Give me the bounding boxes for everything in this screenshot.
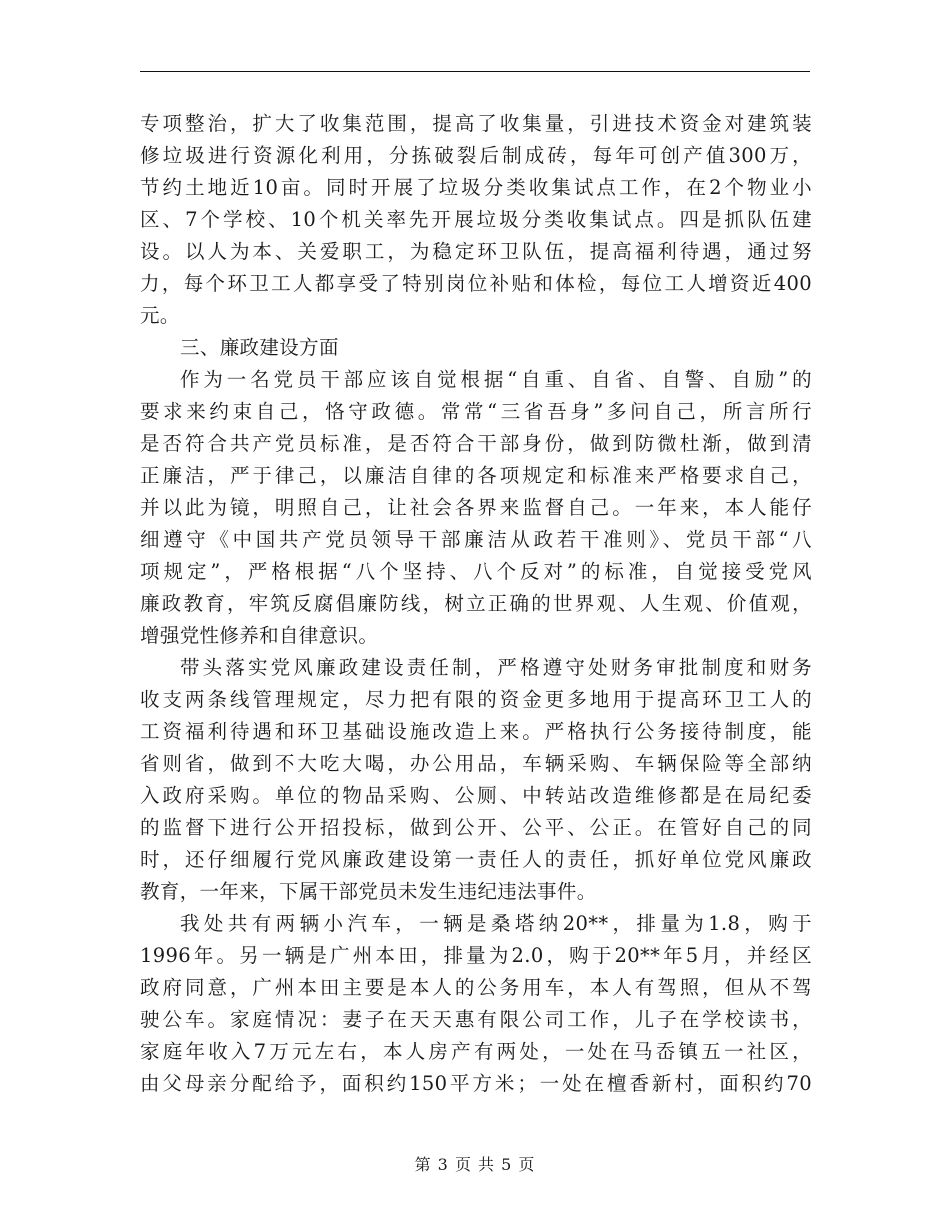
body-line: 教育，一年来，下属干部党员未发生违纪违法事件。 bbox=[140, 880, 597, 903]
body-line: 元。 bbox=[140, 304, 180, 327]
body-line: 省则省，做到不大吃大喝，办公用品，车辆采购、车辆保险等全部纳 bbox=[140, 752, 812, 775]
body-line: 廉政教育，牢筑反腐倡廉防线，树立正确的世界观、人生观、价值观， bbox=[140, 592, 812, 615]
body-line: 是否符合共产党员标准，是否符合干部身份，做到防微杜渐，做到清 bbox=[140, 432, 812, 455]
body-line: 细遵守《中国共产党员领导干部廉洁从政若干准则》、党员干部“八 bbox=[140, 528, 812, 551]
body-line: 力，每个环卫工人都享受了特别岗位补贴和体检，每位工人增资近400 bbox=[140, 272, 812, 295]
body-line: 入政府采购。单位的物品采购、公厕、中转站改造维修都是在局纪委 bbox=[140, 784, 812, 807]
header-rule bbox=[140, 71, 810, 72]
page-footer: 第 3 页 共 5 页 bbox=[414, 1155, 536, 1174]
document-body bbox=[140, 108, 812, 1100]
body-line: 要求来约束自己，恪守政德。常常“三省吾身”多问自己，所言所行 bbox=[140, 400, 812, 423]
body-line: 项规定”，严格根据“八个坚持、八个反对”的标准，自觉接受党风 bbox=[140, 560, 812, 583]
body-line: 收支两条线管理规定，尽力把有限的资金更多地用于提高环卫工人的 bbox=[140, 688, 812, 711]
body-line: 由父母亲分配给予，面积约150平方米；一处在檀香新村，面积约70 bbox=[140, 1072, 812, 1095]
body-line: 我处共有两辆小汽车，一辆是桑塔纳20**，排量为1.8，购于 bbox=[180, 912, 812, 935]
body-line: 正廉洁，严于律己，以廉洁自律的各项规定和标准来严格要求自己， bbox=[140, 464, 812, 487]
body-line: 作为一名党员干部应该自觉根据“自重、自省、自警、自励”的 bbox=[180, 368, 812, 391]
body-line: 时，还仔细履行党风廉政建设第一责任人的责任，抓好单位党风廉政 bbox=[140, 848, 812, 871]
body-line: 驶公车。家庭情况：妻子在天天惠有限公司工作，儿子在学校读书， bbox=[140, 1008, 812, 1031]
body-line: 设。以人为本、关爱职工，为稳定环卫队伍，提高福利待遇，通过努 bbox=[140, 240, 812, 263]
body-line: 带头落实党风廉政建设责任制，严格遵守处财务审批制度和财务 bbox=[180, 656, 812, 679]
body-line: 修垃圾进行资源化利用，分拣破裂后制成砖，每年可创产值300万， bbox=[140, 144, 812, 167]
body-line: 专项整治，扩大了收集范围，提高了收集量，引进技术资金对建筑装 bbox=[140, 112, 812, 135]
body-line: 增强党性修养和自律意识。 bbox=[140, 624, 379, 647]
section-heading: 三、廉政建设方面 bbox=[180, 336, 339, 359]
body-line: 1996年。另一辆是广州本田，排量为2.0，购于20**年5月，并经区 bbox=[140, 944, 812, 967]
body-line: 工资福利待遇和环卫基础设施改造上来。严格执行公务接待制度，能 bbox=[140, 720, 812, 743]
body-line: 的监督下进行公开招投标，做到公开、公平、公正。在管好自己的同 bbox=[140, 816, 812, 839]
body-line: 政府同意，广州本田主要是本人的公务用车，本人有驾照，但从不驾 bbox=[140, 976, 812, 999]
body-line: 并以此为镜，明照自己，让社会各界来监督自己。一年来，本人能仔 bbox=[140, 496, 812, 519]
body-line: 家庭年收入7万元左右，本人房产有两处，一处在马岙镇五一社区， bbox=[140, 1040, 812, 1063]
body-line: 区、7个学校、10个机关率先开展垃圾分类收集试点。四是抓队伍建 bbox=[140, 208, 812, 231]
body-line: 节约土地近10亩。同时开展了垃圾分类收集试点工作，在2个物业小 bbox=[140, 176, 812, 199]
